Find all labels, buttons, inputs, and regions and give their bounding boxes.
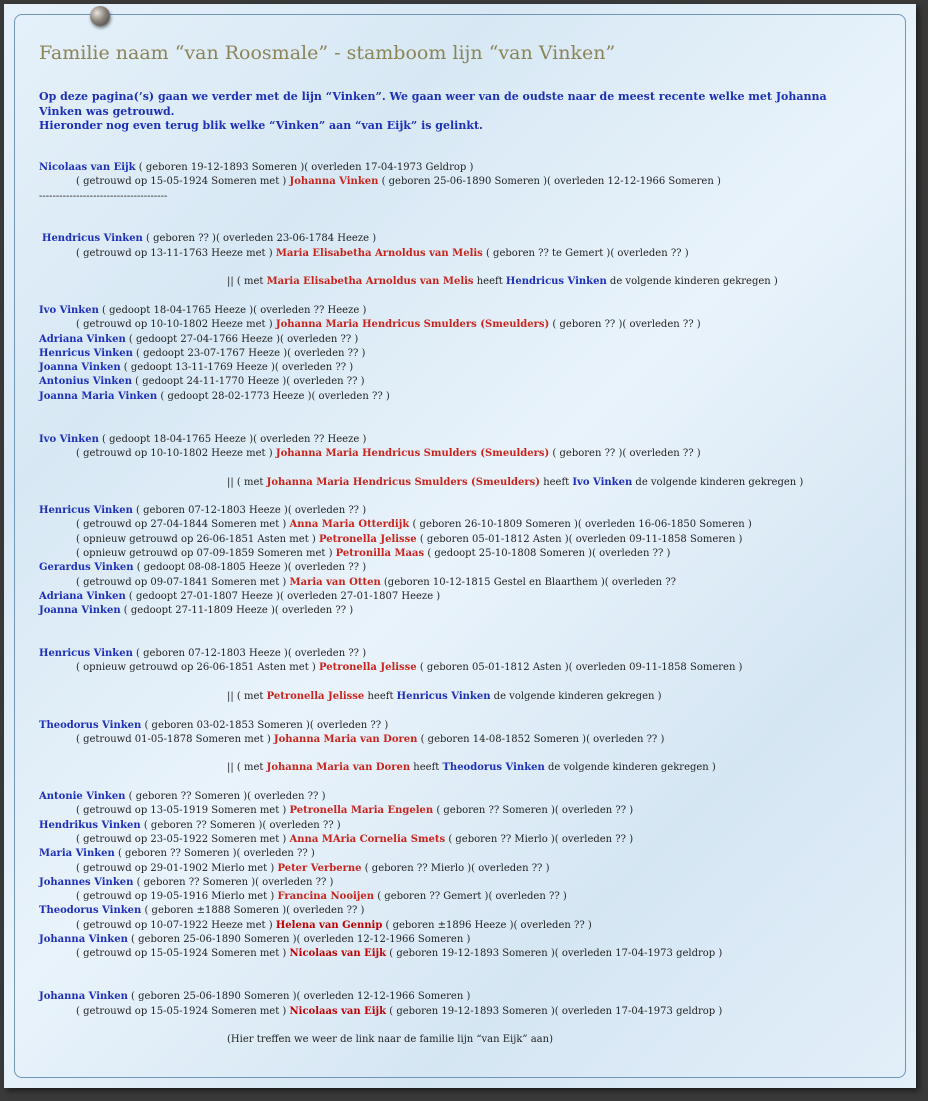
marriage-entry: ( getrouwd op 15-05-1924 Someren met ) Nicolaas van Eijk ( geboren 19-12-1893 Someren )( overleden 17-04-1973 geldrop ) xyxy=(76,1005,723,1017)
marriage-entry: ( opnieuw getrouwd op 07-09-1859 Someren met ) Petronilla Maas ( gedoopt 25-10-1808 Someren )( overleden ?? ) xyxy=(76,548,671,560)
children-heading: || ( met Johanna Maria van Doren heeft Theodorus Vinken de volgende kinderen gekregen ) xyxy=(227,762,716,774)
children-heading: || ( met Maria Elisabetha Arnoldus van Melis heeft Hendricus Vinken de volgende kinderen gekregen ) xyxy=(227,276,778,288)
marriage-entry: ( getrouwd op 29-01-1902 Mierlo met ) Peter Verberne ( geboren ?? Mierlo )( overleden ?? ) xyxy=(76,862,550,874)
person-entry: Henricus Vinken ( geboren 07-12-1803 Heeze )( overleden ?? ) xyxy=(39,648,367,660)
child-entry: Joanna Vinken ( gedoopt 13-11-1769 Heeze )( overleden ?? ) xyxy=(39,362,354,374)
page-title: Familie naam “van Roosmale” - stamboom lijn “van Vinken” xyxy=(39,42,616,64)
children-heading: || ( met Petronella Jelisse heeft Henricus Vinken de volgende kinderen gekregen ) xyxy=(227,690,662,702)
person-entry: Johanna Vinken ( geboren 25-06-1890 Someren )( overleden 12-12-1966 Someren ) xyxy=(39,991,471,1003)
person-name: Hendricus Vinken xyxy=(42,233,143,245)
person-entry xyxy=(39,161,909,175)
link-note: (Hier treffen we weer de link naar de familie lijn “van Eijk” aan) xyxy=(227,1034,553,1046)
marriage-entry xyxy=(39,175,909,189)
child-entry: Joanna Maria Vinken ( gedoopt 28-02-1773 Heeze )( overleden ?? ) xyxy=(39,390,390,402)
intro-text xyxy=(39,90,839,134)
marriage-entry: ( getrouwd op 27-04-1844 Someren met ) Anna Maria Otterdijk ( geboren 26-10-1809 Someren )( overleden 16-06-1850 Someren ) xyxy=(76,519,752,531)
child-entry: Adriana Vinken ( gedoopt 27-01-1807 Heeze )( overleden 27-01-1807 Heeze ) xyxy=(39,590,441,602)
intro-paragraph: Op deze pagina(’s) gaan we verder met de lijn “Vinken”. We gaan weer van de oudste naar de meest recente welke met Johanna Vinken was getrouwd. xyxy=(39,90,827,118)
marriage-entry: ( getrouwd op 10-07-1922 Heeze met ) Helena van Gennip ( geboren ±1896 Heeze )( overleden ?? ) xyxy=(76,919,592,931)
child-entry: Maria Vinken ( geboren ?? Someren )( overleden ?? ) xyxy=(39,848,315,860)
child-entry: Gerardus Vinken ( gedoopt 08-08-1805 Heeze )( overleden ?? ) xyxy=(39,562,367,574)
marriage-entry: ( getrouwd op 13-05-1919 Someren met ) Petronella Maria Engelen ( geboren ?? Someren )( overleden ?? ) xyxy=(76,805,634,817)
spouse-dates: ( geboren ?? te Gemert )( overleden ?? ) xyxy=(482,247,689,259)
child-entry: Henricus Vinken ( gedoopt 23-07-1767 Heeze )( overleden ?? ) xyxy=(39,347,366,359)
separator: -------------------------------------- xyxy=(39,190,168,202)
marriage-entry: ( getrouwd op 10-10-1802 Heeze met ) Johanna Maria Hendricus Smulders (Smeulders) ( geboren ?? )( overleden ?? ) xyxy=(76,447,701,459)
person-dates: ( geboren 19-12-1893 Someren )( overleden 17-04-1973 Geldrop ) xyxy=(135,162,474,173)
marriage-entry: ( getrouwd 01-05-1878 Someren met ) Johanna Maria van Doren ( geboren 14-08-1852 Someren )( overleden ?? ) xyxy=(76,733,665,745)
person-name: Nicolaas van Eijk xyxy=(39,162,136,173)
marriage-entry: ( opnieuw getrouwd op 26-06-1851 Asten met ) Petronella Jelisse ( geboren 05-01-1812 Asten )( overleden 09-11-1858 Someren ) xyxy=(76,662,743,674)
marriage-entry: ( getrouwd op 19-05-1916 Mierlo met ) Francina Nooijen ( geboren ?? Gemert )( overleden ?? ) xyxy=(76,891,567,903)
genealogy-list xyxy=(39,161,909,1047)
spouse-name: Johanna Vinken xyxy=(289,176,379,188)
person-entry xyxy=(39,232,909,246)
child-entry: Johannes Vinken ( geboren ?? Someren )( overleden ?? ) xyxy=(39,876,334,888)
child-entry: Johanna Vinken ( geboren 25-06-1890 Someren )( overleden 12-12-1966 Someren ) xyxy=(39,934,471,946)
child-entry: Ivo Vinken ( gedoopt 18-04-1765 Heeze )( overleden ?? Heeze ) xyxy=(39,304,367,316)
marriage-entry: ( getrouwd op 10-10-1802 Heeze met ) Johanna Maria Hendricus Smulders (Smeulders) ( geboren ?? )( overleden ?? ) xyxy=(76,319,701,331)
spouse-name: Maria Elisabetha Arnoldus van Melis xyxy=(275,247,483,259)
child-entry: Joanna Vinken ( gedoopt 27-11-1809 Heeze )( overleden ?? ) xyxy=(39,605,354,617)
child-entry: Theodorus Vinken ( geboren ±1888 Someren )( overleden ?? ) xyxy=(39,905,365,917)
marriage-text: ( getrouwd op 15-05-1924 Someren met ) xyxy=(76,176,290,188)
child-entry: Hendrikus Vinken ( geboren ?? Someren )( overleden ?? ) xyxy=(39,819,341,831)
marriage-text: ( getrouwd op 13-11-1763 Heeze met ) xyxy=(76,247,276,259)
person-dates: ( geboren ?? )( overleden 23-06-1784 Heeze ) xyxy=(142,233,377,245)
children-heading: || ( met Johanna Maria Hendricus Smulders (Smeulders) heeft Ivo Vinken de volgende kinderen gekregen ) xyxy=(227,476,804,488)
marriage-entry xyxy=(39,247,909,261)
marriage-entry: ( getrouwd op 15-05-1924 Someren met ) Nicolaas van Eijk ( geboren 19-12-1893 Someren )( overleden 17-04-1973 geldrop ) xyxy=(76,948,723,960)
marriage-entry: ( getrouwd op 23-05-1922 Someren met ) Anna MAria Cornelia Smets ( geboren ?? Mierlo )( overleden ?? ) xyxy=(76,833,634,845)
intro-paragraph: Hieronder nog even terug blik welke “Vinken” aan “van Eijk” is gelinkt. xyxy=(39,119,483,132)
pushpin-icon xyxy=(90,6,110,26)
page xyxy=(4,4,916,1088)
person-entry: Ivo Vinken ( gedoopt 18-04-1765 Heeze )( overleden ?? Heeze ) xyxy=(39,433,367,445)
child-entry: Theodorus Vinken ( geboren 03-02-1853 Someren )( overleden ?? ) xyxy=(39,719,389,731)
child-entry: Antonie Vinken ( geboren ?? Someren )( overleden ?? ) xyxy=(39,791,326,803)
spouse-dates: ( geboren 25-06-1890 Someren )( overleden 12-12-1966 Someren ) xyxy=(378,176,721,188)
marriage-entry: ( getrouwd op 09-07-1841 Someren met ) Maria van Otten (geboren 10-12-1815 Gestel en Blaarthem )( overleden ?? xyxy=(76,576,676,588)
child-entry: Antonius Vinken ( gedoopt 24-11-1770 Heeze )( overleden ?? ) xyxy=(39,376,365,388)
marriage-entry: ( opnieuw getrouwd op 26-06-1851 Asten met ) Petronella Jelisse ( geboren 05-01-1812 Asten )( overleden 09-11-1858 Someren ) xyxy=(76,533,743,545)
child-entry: Adriana Vinken ( gedoopt 27-04-1766 Heeze )( overleden ?? ) xyxy=(39,333,359,345)
child-entry: Henricus Vinken ( geboren 07-12-1803 Heeze )( overleden ?? ) xyxy=(39,505,367,517)
